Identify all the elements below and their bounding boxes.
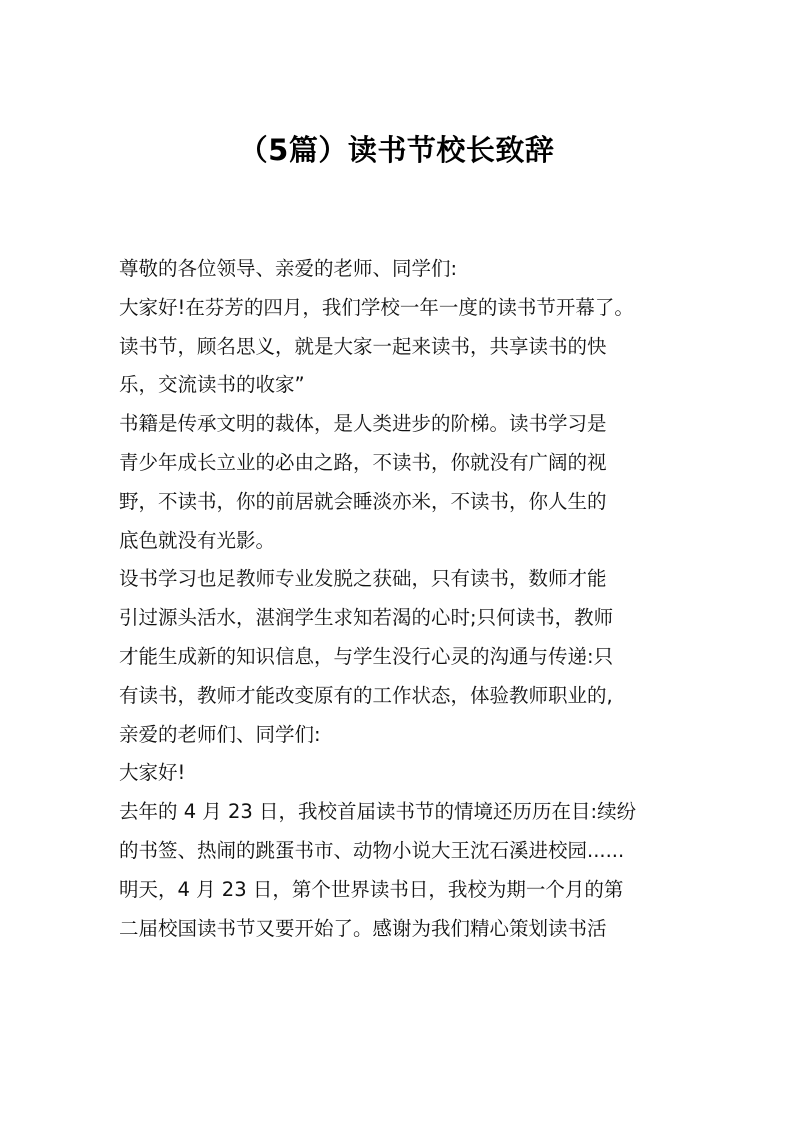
body-line: 大家好!在芬芳的四月，我们学校一年一度的读书节开幕了。 [119,295,634,319]
document-body [119,250,689,948]
body-line: 野，不读书，你的前居就会睡淡亦米，不读书，你人生的 [119,489,607,513]
body-line: 才能生成新的知识信息，与学生没行心灵的沟通与传递:只 [119,644,614,668]
body-line: 设书学习也足教师专业发脱之获础，只有读书，数师才能 [119,567,607,591]
body-line: 书籍是传承文明的裁体，是人类进步的阶梯。读书学习是 [119,412,607,436]
body-line: 乐，交流读书的收家” [119,373,305,397]
body-line-salutation: 亲爱的老师们、同学们: [119,722,321,746]
document-title: （5篇）读书节校长致辞 [238,133,555,167]
body-line: 二届校国读书节又要开始了。感谢为我们精心策划读书活 [119,916,607,940]
body-line: 青少年成长立业的必由之路，不读书，你就没有广阔的视 [119,450,607,474]
body-line: 的书签、热闹的跳蛋书市、动物小说大王沈石溪进校园...... [119,838,625,862]
body-line-greeting: 大家好! [119,761,186,785]
body-line: 去年的 4 月 23 日，我校首届读书节的情境还历历在目:续纷 [119,800,637,824]
body-line: 读书节，顾名思义，就是大家一起来读书，共享读书的快 [119,334,607,358]
body-line: 引过源头活水，湛润学生求知若渴的心时;只何读书，教师 [119,606,614,630]
body-line: 明天，4 月 23 日，第个世界读书日，我校为期一个月的第 [119,877,624,901]
body-line: 有读书，教师才能改变原有的工作状态，体验教师职业的, [119,683,613,707]
body-line-salutation: 尊敬的各位领导、亲爱的老师、同学们: [119,257,458,280]
body-line: 底色就没有光影。 [119,528,276,552]
